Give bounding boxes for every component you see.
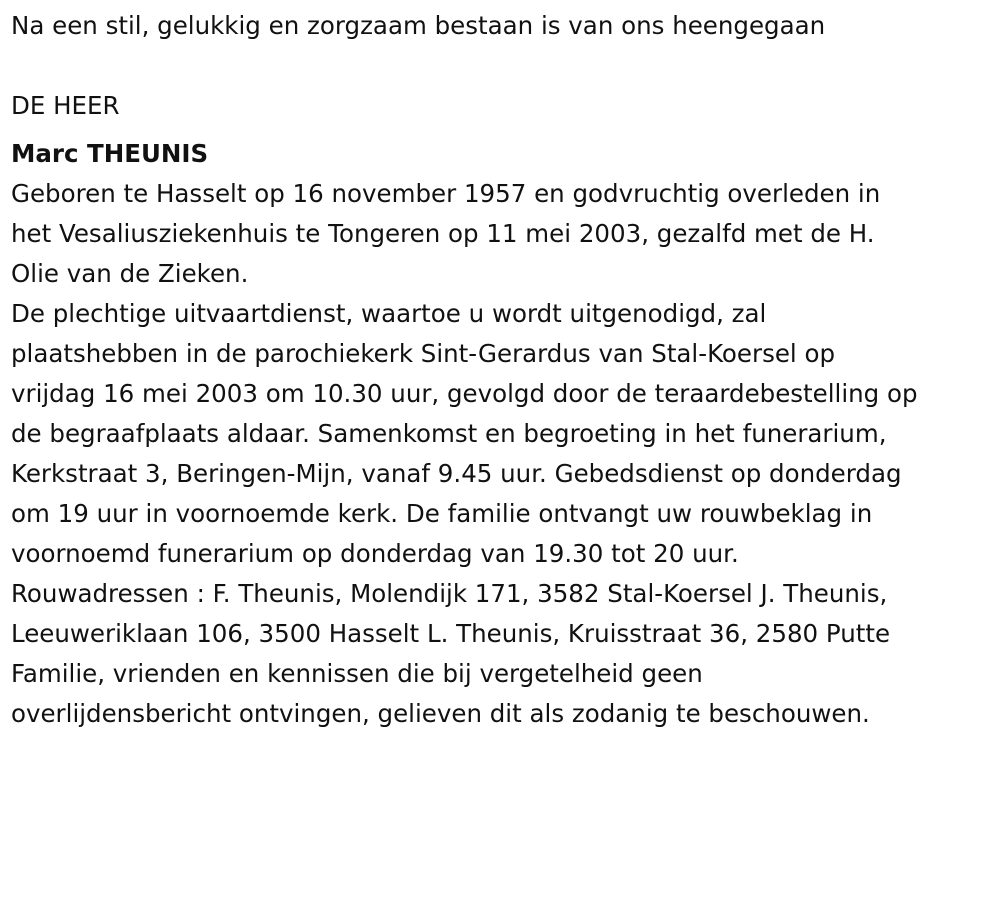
paragraph-line: de begraafplaats aldaar. Samenkomst en begroeting in het funerarium, [11, 419, 887, 448]
paragraph-line: De plechtige uitvaartdienst, waartoe u wordt uitgenodigd, zal [11, 299, 767, 328]
paragraph-line: Olie van de Zieken. [11, 259, 249, 288]
paragraph-line: Leeuweriklaan 106, 3500 Hasselt L. Theunis, Kruisstraat 36, 2580 Putte [11, 619, 891, 648]
paragraph-line: plaatshebben in de parochiekerk Sint-Gerardus van Stal-Koersel op [11, 339, 836, 368]
paragraph-line: het Vesaliusziekenhuis te Tongeren op 11 mei 2003, gezalfd met de H. [11, 219, 875, 248]
honorific-title: DE HEER [11, 91, 120, 120]
paragraph-line: vrijdag 16 mei 2003 om 10.30 uur, gevolgd door de teraardebestelling op [11, 379, 918, 408]
paragraph-line: Rouwadressen : F. Theunis, Molendijk 171, 3582 Stal-Koersel J. Theunis, [11, 579, 888, 608]
addresses-paragraph [11, 574, 990, 654]
birth-death-paragraph [11, 174, 990, 294]
paragraph-line: Geboren te Hasselt op 16 november 1957 en godvruchtig overleden in [11, 179, 881, 208]
funeral-paragraph [11, 294, 990, 574]
paragraph-line: Familie, vrienden en kennissen die bij vergetelheid geen [11, 659, 703, 688]
deceased-name: Marc THEUNIS [11, 139, 209, 168]
paragraph-line: voornoemd funerarium op donderdag van 19.30 tot 20 uur. [11, 539, 739, 568]
paragraph-line: overlijdensbericht ontvingen, gelieven dit als zodanig te beschouwen. [11, 699, 870, 728]
closing-paragraph [11, 654, 990, 734]
intro-line: Na een stil, gelukkig en zorgzaam bestaan is van ons heengegaan [11, 11, 826, 40]
paragraph-line: om 19 uur in voornoemde kerk. De familie ontvangt uw rouwbeklag in [11, 499, 873, 528]
paragraph-line: Kerkstraat 3, Beringen-Mijn, vanaf 9.45 uur. Gebedsdienst op donderdag [11, 459, 902, 488]
